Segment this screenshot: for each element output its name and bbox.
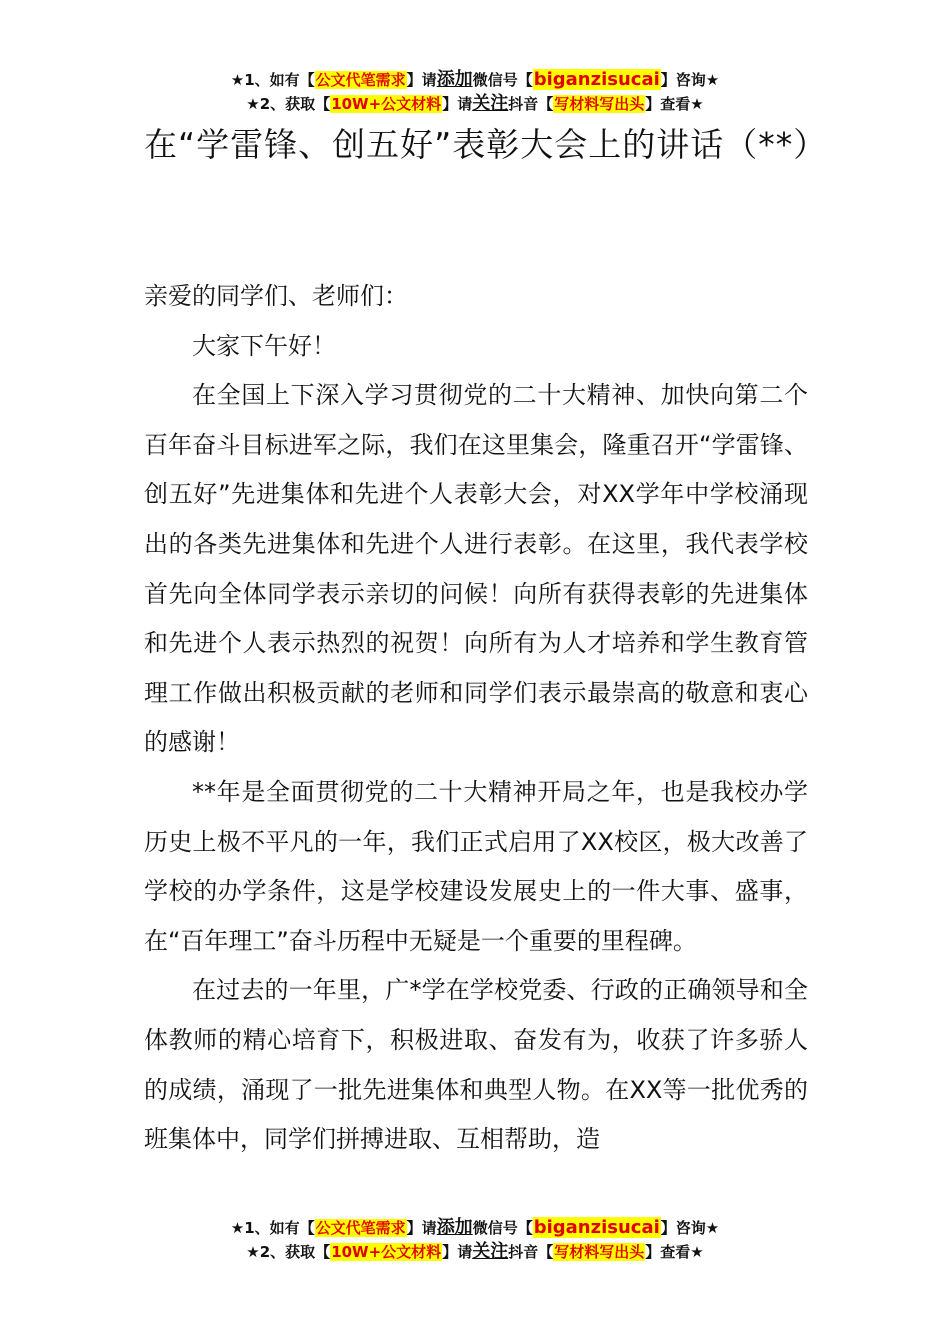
highlight-materials: 10W+公文材料 (331, 1243, 442, 1261)
highlight-service: 公文代笔需求 (315, 1219, 406, 1237)
highlight-douyin: 写材料写出头 (554, 1243, 645, 1261)
promo-line-2: ★2、获取【10W+公文材料】请关注抖音【写材料写出头】查看★ (246, 93, 704, 114)
body-paragraph: 在全国上下深入学习贯彻党的二十大精神、加快向第二个百年奋斗目标进军之际，我们在这里集会，隆重召开“学雷锋、创五好”先进集体和先进个人表彰大会，对XX学年中学校涌现出的各类先进集体和先进个人进行表彰。在这里，我代表学校首先向全体同学表示亲切的问候！向所有获得表彰的先进集体和先进个人表示热烈的祝贺！向所有为人才培养和学生教育管理工作做出积极贡献的老师和同学们表示最崇高的敬意和衷心的感谢！ (144, 381, 808, 757)
promo-banner-top (0, 68, 950, 116)
star-icon: ★ (246, 95, 260, 113)
body-paragraph: **年是全面贯彻党的二十大精神开局之年，也是我校办学历史上极不平凡的一年，我们正式启用了XX校区，极大改善了学校的办学条件，这是学校建设发展史上的一件大事、盛事，在“百年理工”奋斗历程中无疑是一个重要的里程碑。 (144, 777, 808, 955)
promo-line-1: ★1、如有【公文代笔需求】请添加微信号【biganzisucai】咨询★ (230, 69, 720, 90)
star-icon: ★ (246, 1243, 260, 1261)
highlight-service: 公文代笔需求 (315, 71, 406, 89)
highlight-wechat-id: biganzisucai (533, 69, 660, 90)
star-icon: ★ (230, 1219, 245, 1237)
greeting: 大家下午好！ (192, 331, 336, 360)
highlight-wechat-id: biganzisucai (533, 1217, 660, 1238)
highlight-materials: 10W+公文材料 (331, 95, 442, 113)
highlight-douyin: 写材料写出头 (554, 95, 645, 113)
promo-banner-bottom (0, 1216, 950, 1264)
star-icon: ★ (230, 71, 245, 89)
document-body (144, 272, 808, 1165)
body-paragraph: 在过去的一年里，广*学在学校党委、行政的正确领导和全体教师的精心培育下，积极进取、奋发有为，收获了许多骄人的成绩，涌现了一批先进集体和典型人物。在XX等一批优秀的班集体中，同学们拼搏进取、互相帮助，造 (144, 976, 808, 1154)
promo-line-1: ★1、如有【公文代笔需求】请添加微信号【biganzisucai】咨询★ (230, 1217, 720, 1238)
salutation: 亲爱的同学们、老师们： (144, 282, 408, 310)
promo-line-2: ★2、获取【10W+公文材料】请关注抖音【写材料写出头】查看★ (246, 1241, 704, 1262)
document-title: 在“学雷锋、创五好”表彰大会上的讲话（**） (144, 125, 828, 164)
